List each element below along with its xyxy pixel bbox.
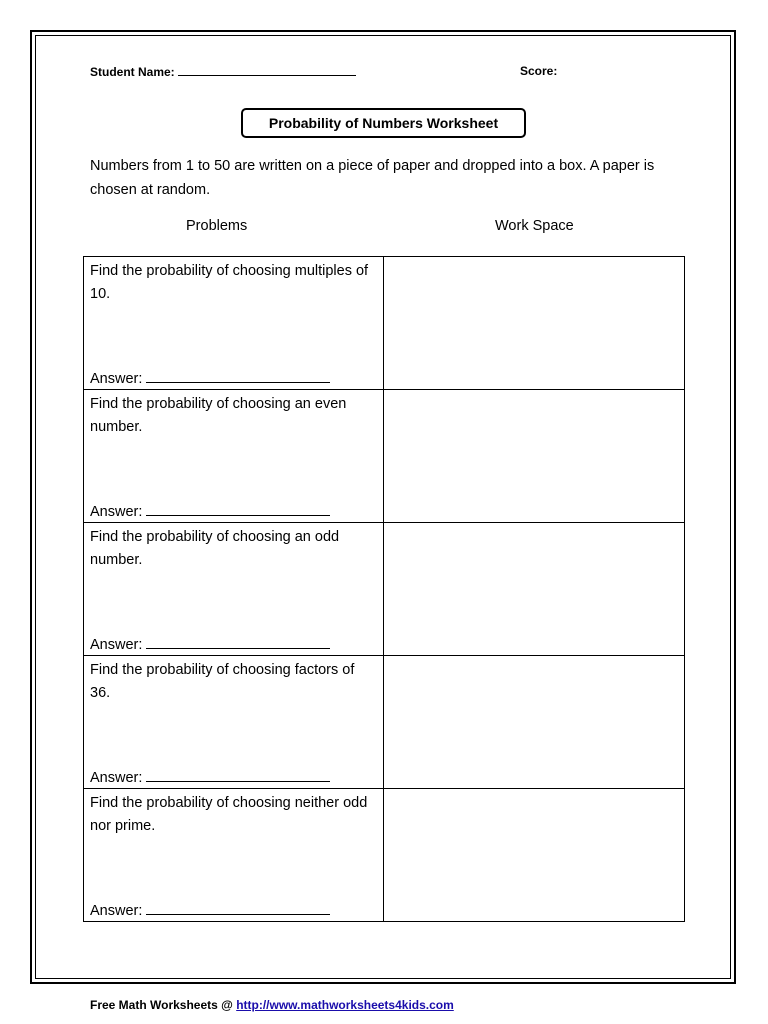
work-space-cell[interactable] xyxy=(384,390,685,523)
answer-field xyxy=(90,635,330,655)
intro-text: Numbers from 1 to 50 are written on a piece of paper and dropped into a box. A paper is chosen at random. xyxy=(90,158,655,198)
problems-column-header: Problems xyxy=(186,218,248,234)
answer-field xyxy=(90,768,330,788)
worksheet-title: Probability of Numbers Worksheet xyxy=(241,108,526,138)
student-name-field xyxy=(90,64,356,79)
problem-cell xyxy=(84,656,384,789)
footer xyxy=(90,998,454,1012)
student-name-blank[interactable] xyxy=(178,64,356,76)
problem-text: Find the probability of choosing an odd number. xyxy=(90,529,340,568)
table-row xyxy=(84,656,685,789)
student-name-label: Student Name: xyxy=(90,65,175,79)
answer-label: Answer: xyxy=(90,770,143,786)
answer-field xyxy=(90,369,330,389)
table-row xyxy=(84,789,685,922)
problem-text: Find the probability of choosing neither odd nor prime. xyxy=(90,795,368,834)
table-row xyxy=(84,390,685,523)
answer-blank[interactable] xyxy=(146,370,330,383)
problem-text: Find the probability of choosing factors of 36. xyxy=(90,662,355,701)
work-space-column-header: Work Space xyxy=(495,218,574,234)
work-space-cell[interactable] xyxy=(384,523,685,656)
problem-cell xyxy=(84,390,384,523)
work-space-cell[interactable] xyxy=(384,789,685,922)
answer-field xyxy=(90,502,330,522)
problems-table xyxy=(83,256,685,922)
work-space-cell[interactable] xyxy=(384,257,685,390)
score-label: Score: xyxy=(520,64,558,78)
answer-label: Answer: xyxy=(90,637,143,653)
answer-blank[interactable] xyxy=(146,503,330,516)
table-row xyxy=(84,257,685,390)
answer-blank[interactable] xyxy=(146,769,330,782)
answer-label: Answer: xyxy=(90,903,143,919)
problem-cell xyxy=(84,523,384,656)
problem-cell xyxy=(84,257,384,390)
table-row xyxy=(84,523,685,656)
answer-field xyxy=(90,901,330,921)
answer-label: Answer: xyxy=(90,371,143,387)
work-space-cell[interactable] xyxy=(384,656,685,789)
problem-cell xyxy=(84,789,384,922)
footer-prefix: Free Math Worksheets @ xyxy=(90,998,237,1012)
answer-label: Answer: xyxy=(90,504,143,520)
problem-text: Find the probability of choosing an even number. xyxy=(90,396,347,435)
answer-blank[interactable] xyxy=(146,902,330,915)
footer-link[interactable]: http://www.mathworksheets4kids.com xyxy=(236,998,454,1012)
problem-text: Find the probability of choosing multiples of 10. xyxy=(90,263,369,302)
answer-blank[interactable] xyxy=(146,636,330,649)
worksheet-header xyxy=(90,64,690,82)
